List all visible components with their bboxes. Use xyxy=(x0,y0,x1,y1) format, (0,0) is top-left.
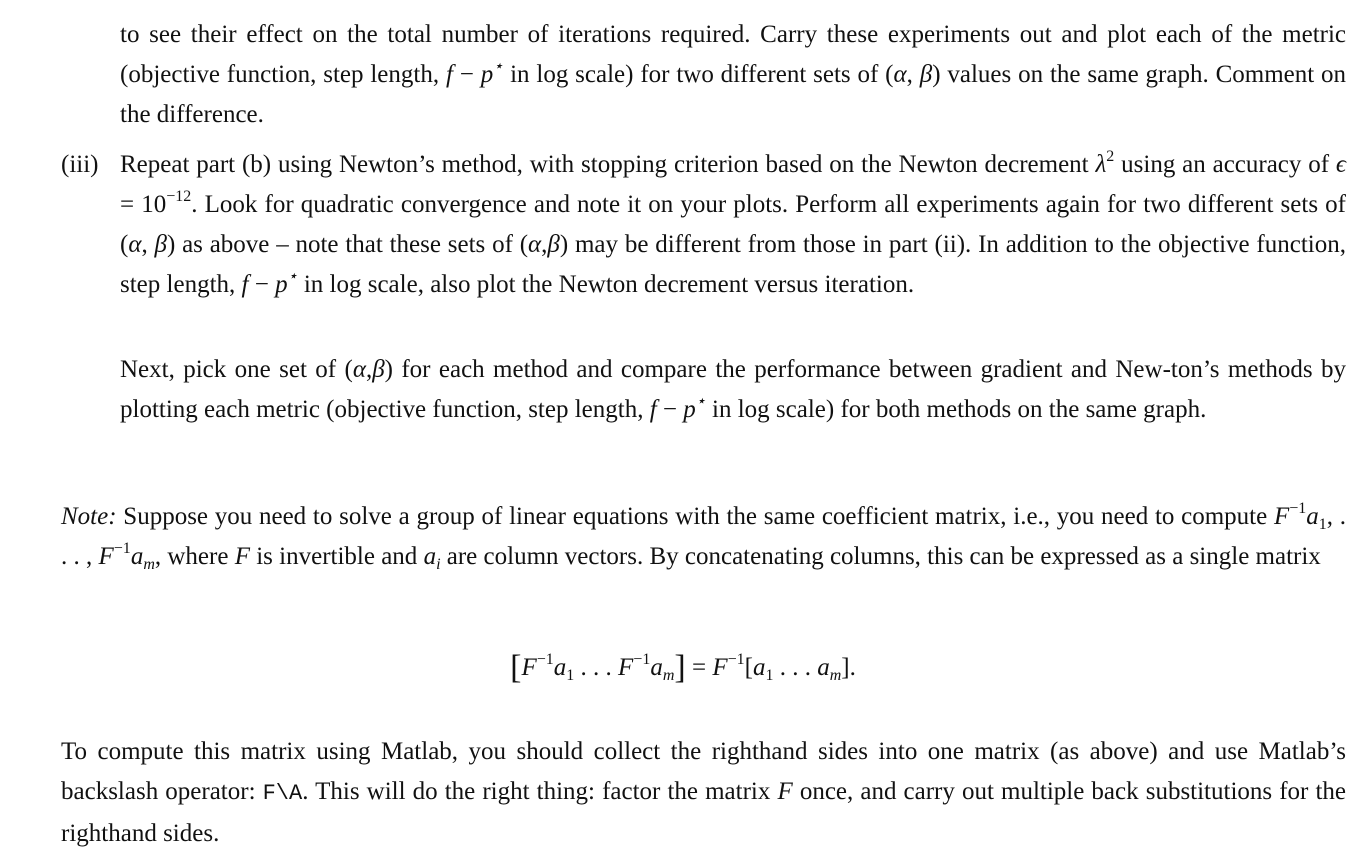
text-segment: for each method and compare the performance between gradient and New-ton’s methods by plotting each metric (objective function, step length, xyxy=(120,356,1346,423)
math-alpha-beta: (α, β) xyxy=(120,231,176,258)
paragraph-item-iii-next xyxy=(120,350,1346,430)
text-segment: in log scale, also plot the Newton decrement versus iteration. xyxy=(297,271,915,298)
text-segment: Repeat part (b) using Newton’s method, with stopping criterion based on the Newton decrement xyxy=(120,151,1096,178)
text-segment: using an accuracy of xyxy=(1121,151,1336,178)
math-alpha-beta-tight: (α,β) xyxy=(344,356,393,383)
text-segment: is invertible and xyxy=(249,543,424,570)
math-epsilon: $\epsilon = 10^{-12}$ xyxy=(120,151,1346,218)
text-segment: in log scale) for both methods on the same graph. xyxy=(705,396,1207,423)
text-segment: Next, pick one set of xyxy=(120,356,345,383)
math-inverse-list: $F^{-1}a_1$, . . . , $F^{-1}a_m$ xyxy=(61,500,1347,573)
code-backslash: F\A xyxy=(262,781,303,806)
text-segment: , where xyxy=(154,543,235,570)
text-segment: may be different from those in part (ii). In addition to the objective function, step length, xyxy=(120,231,1346,298)
text-segment: as above – note that these sets of xyxy=(175,231,520,258)
note-label: Note: xyxy=(61,503,117,530)
text-segment: . This will do the right thing: factor the matrix xyxy=(302,778,778,805)
item-label-iii: (iii) xyxy=(61,151,99,178)
text-segment: once, and carry out multiple back substitutions for the righthand sides. xyxy=(61,778,1346,847)
math-f-minus-pstar: f − p⋆ xyxy=(445,58,504,88)
text-segment: Suppose you need to solve a group of linear equations with the same coefficient matrix, i.e., you need to compute xyxy=(116,503,1274,530)
paragraph-matlab xyxy=(61,732,1346,854)
math-a-i: $a_i$ xyxy=(423,543,441,573)
math-F: F xyxy=(234,543,250,570)
display-equation: [$F^{-1}a_1$ . . . $F^{-1}a_m] = F^{-1}[a_1$ . . . $a_m$]. xyxy=(510,649,856,686)
paragraph-item-ii-continuation xyxy=(120,15,1346,135)
math-f-minus-pstar: f − p⋆ xyxy=(649,393,706,423)
text-segment: are column vectors. By concatenating columns, this can be expressed as a single matrix xyxy=(440,543,1321,570)
text-segment: values on the same graph. Comment on the difference. xyxy=(120,61,1347,128)
math-lambda-squared: $\lambda^2$ xyxy=(1095,148,1115,178)
math-F: F xyxy=(777,778,793,805)
paragraph-note xyxy=(61,497,1346,577)
math-alpha-beta-tight: (α,β) xyxy=(519,231,569,258)
text-segment: in log scale) for two different sets of xyxy=(503,61,886,88)
math-alpha-beta: (α, β) xyxy=(885,61,941,88)
paragraph-item-iii xyxy=(120,145,1346,305)
math-f-minus-pstar: f − p⋆ xyxy=(241,268,298,298)
text-segment: To compute this matrix using Matlab, you should collect the righthand sides into one matrix (as above) and use Matlab’s backslash operator: xyxy=(61,738,1346,805)
text-segment: . Look for quadratic convergence and note it on your plots. Perform all experiments again for two different sets of xyxy=(191,191,1346,218)
text-line: to see their effect on the total number of iterations required. Carry these experiments out and plot xyxy=(120,21,1147,48)
text-segment: each of the metric (objective function, step length, xyxy=(120,21,1347,88)
